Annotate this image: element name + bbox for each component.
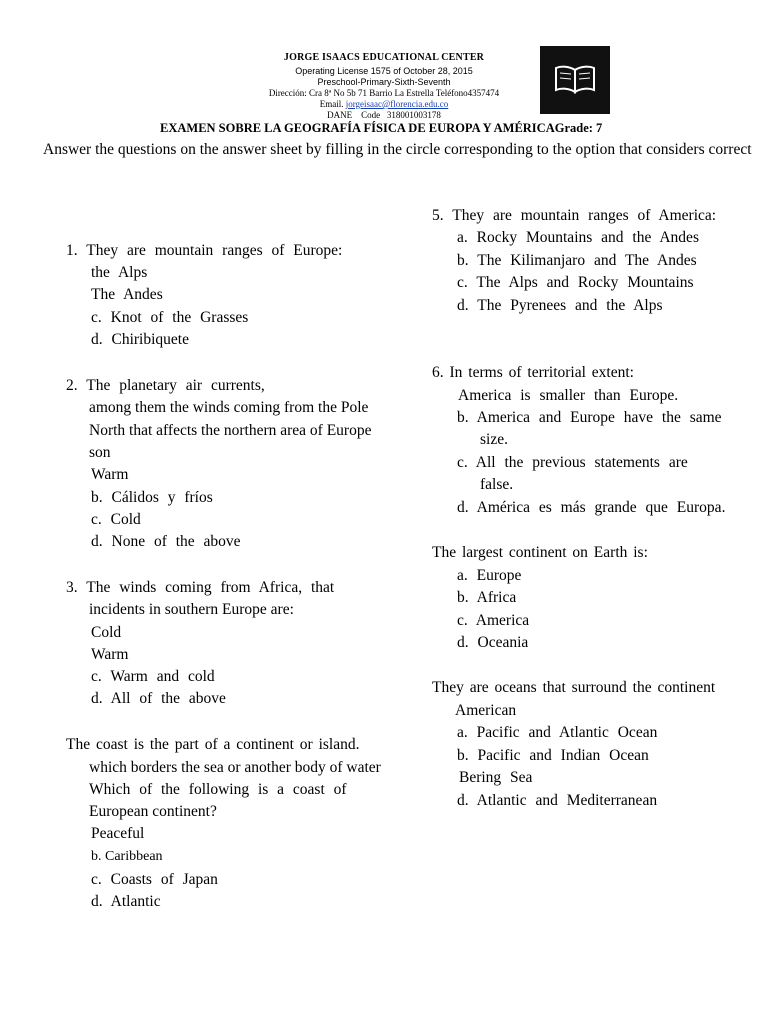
school-levels: Preschool-Primary-Sixth-Seventh	[317, 77, 451, 87]
q8-option-2[interactable]: b. Pacific and Indian Ocean	[457, 747, 649, 764]
q2-option-3[interactable]: c. Cold	[91, 511, 141, 528]
q4-option-3[interactable]: c. Coasts of Japan	[91, 871, 218, 888]
q7-option-4[interactable]: d. Oceania	[457, 634, 529, 651]
q1-option-4[interactable]: d. Chiribiquete	[91, 331, 189, 348]
exam-title: EXAMEN SOBRE LA GEOGRAFÍA FÍSICA DE EUROPA Y AMÉRICAGrade: 7	[160, 121, 603, 135]
q1-option-2[interactable]: The Andes	[91, 286, 163, 303]
email-label: Email.	[319, 99, 344, 109]
question-4-line: Which of the following is a coast of	[89, 781, 347, 798]
open-book-icon	[553, 64, 597, 96]
q5-option-2[interactable]: b. The Kilimanjaro and The Andes	[457, 252, 697, 269]
question-4: The coast is the part of a continent or island.	[66, 736, 360, 753]
q3-option-4[interactable]: d. All of the above	[91, 690, 226, 707]
exam-instructions: Answer the questions on the answer sheet by filling in the circle corresponding to the option that considers correct	[43, 141, 752, 158]
q5-option-4[interactable]: d. The Pyrenees and the Alps	[457, 297, 663, 314]
q4-option-2[interactable]: b. Caribbean	[91, 849, 163, 864]
question-2-line: among them the winds coming from the Pole	[89, 399, 369, 416]
email-line	[0, 99, 768, 109]
question-3-line: incidents in southern Europe are:	[89, 601, 294, 618]
dane-code: DANE Code 318001003178	[327, 110, 441, 120]
q6-option-3-cont: false.	[480, 476, 514, 493]
question-4-line: European continent?	[89, 803, 217, 820]
q5-option-1[interactable]: a. Rocky Mountains and the Andes	[457, 229, 699, 246]
question-5: 5. They are mountain ranges of America:	[432, 207, 717, 224]
q4-option-1[interactable]: Peaceful	[91, 825, 145, 842]
q1-option-1[interactable]: the Alps	[91, 264, 148, 281]
q6-option-4[interactable]: d. América es más grande que Europa.	[457, 499, 726, 516]
q6-option-2[interactable]: b. America and Europe have the same	[457, 409, 722, 426]
school-address: Dirección: Cra 8ª No 5b 71 Barrio La Estrella Teléfono4357474	[268, 88, 500, 98]
q7-option-1[interactable]: a. Europe	[457, 567, 522, 584]
question-2-line: son	[89, 444, 111, 461]
question-2-line: North that affects the northern area of Europe	[89, 422, 372, 439]
q1-option-3[interactable]: c. Knot of the Grasses	[91, 309, 249, 326]
q4-option-4[interactable]: d. Atlantic	[91, 893, 161, 910]
q8-option-4[interactable]: d. Atlantic and Mediterranean	[457, 792, 658, 809]
q6-option-3[interactable]: c. All the previous statements are	[457, 454, 688, 471]
school-logo	[540, 46, 610, 114]
q2-option-2[interactable]: b. Cálidos y fríos	[91, 489, 213, 506]
q3-option-2[interactable]: Warm	[91, 646, 129, 663]
q3-option-3[interactable]: c. Warm and cold	[91, 668, 215, 685]
question-6: 6. In terms of territorial extent:	[432, 364, 634, 381]
q3-option-1[interactable]: Cold	[91, 624, 122, 641]
question-8-line: American	[455, 702, 517, 719]
q7-option-2[interactable]: b. Africa	[457, 589, 517, 606]
q5-option-3[interactable]: c. The Alps and Rocky Mountains	[457, 274, 694, 291]
q6-option-1[interactable]: America is smaller than Europe.	[458, 387, 679, 404]
question-4-line: which borders the sea or another body of water	[89, 759, 381, 776]
q6-option-2-cont: size.	[480, 431, 508, 448]
q2-option-4[interactable]: d. None of the above	[91, 533, 241, 550]
question-3: 3. The winds coming from Africa, that	[66, 579, 335, 596]
q8-option-1[interactable]: a. Pacific and Atlantic Ocean	[457, 724, 658, 741]
question-2: 2. The planetary air currents,	[66, 377, 265, 394]
email-link[interactable]: jorgeisaac@florencia.edu.co	[345, 99, 449, 109]
q8-option-3[interactable]: Bering Sea	[459, 769, 533, 786]
question-1: 1. They are mountain ranges of Europe:	[66, 242, 343, 259]
question-7: The largest continent on Earth is:	[432, 544, 648, 561]
school-name: JORGE ISAACS EDUCATIONAL CENTER	[283, 52, 485, 63]
operating-license: Operating License 1575 of October 28, 2015	[295, 66, 473, 76]
q7-option-3[interactable]: c. America	[457, 612, 530, 629]
question-8: They are oceans that surround the continent	[432, 679, 716, 696]
q2-option-1[interactable]: Warm	[91, 466, 129, 483]
